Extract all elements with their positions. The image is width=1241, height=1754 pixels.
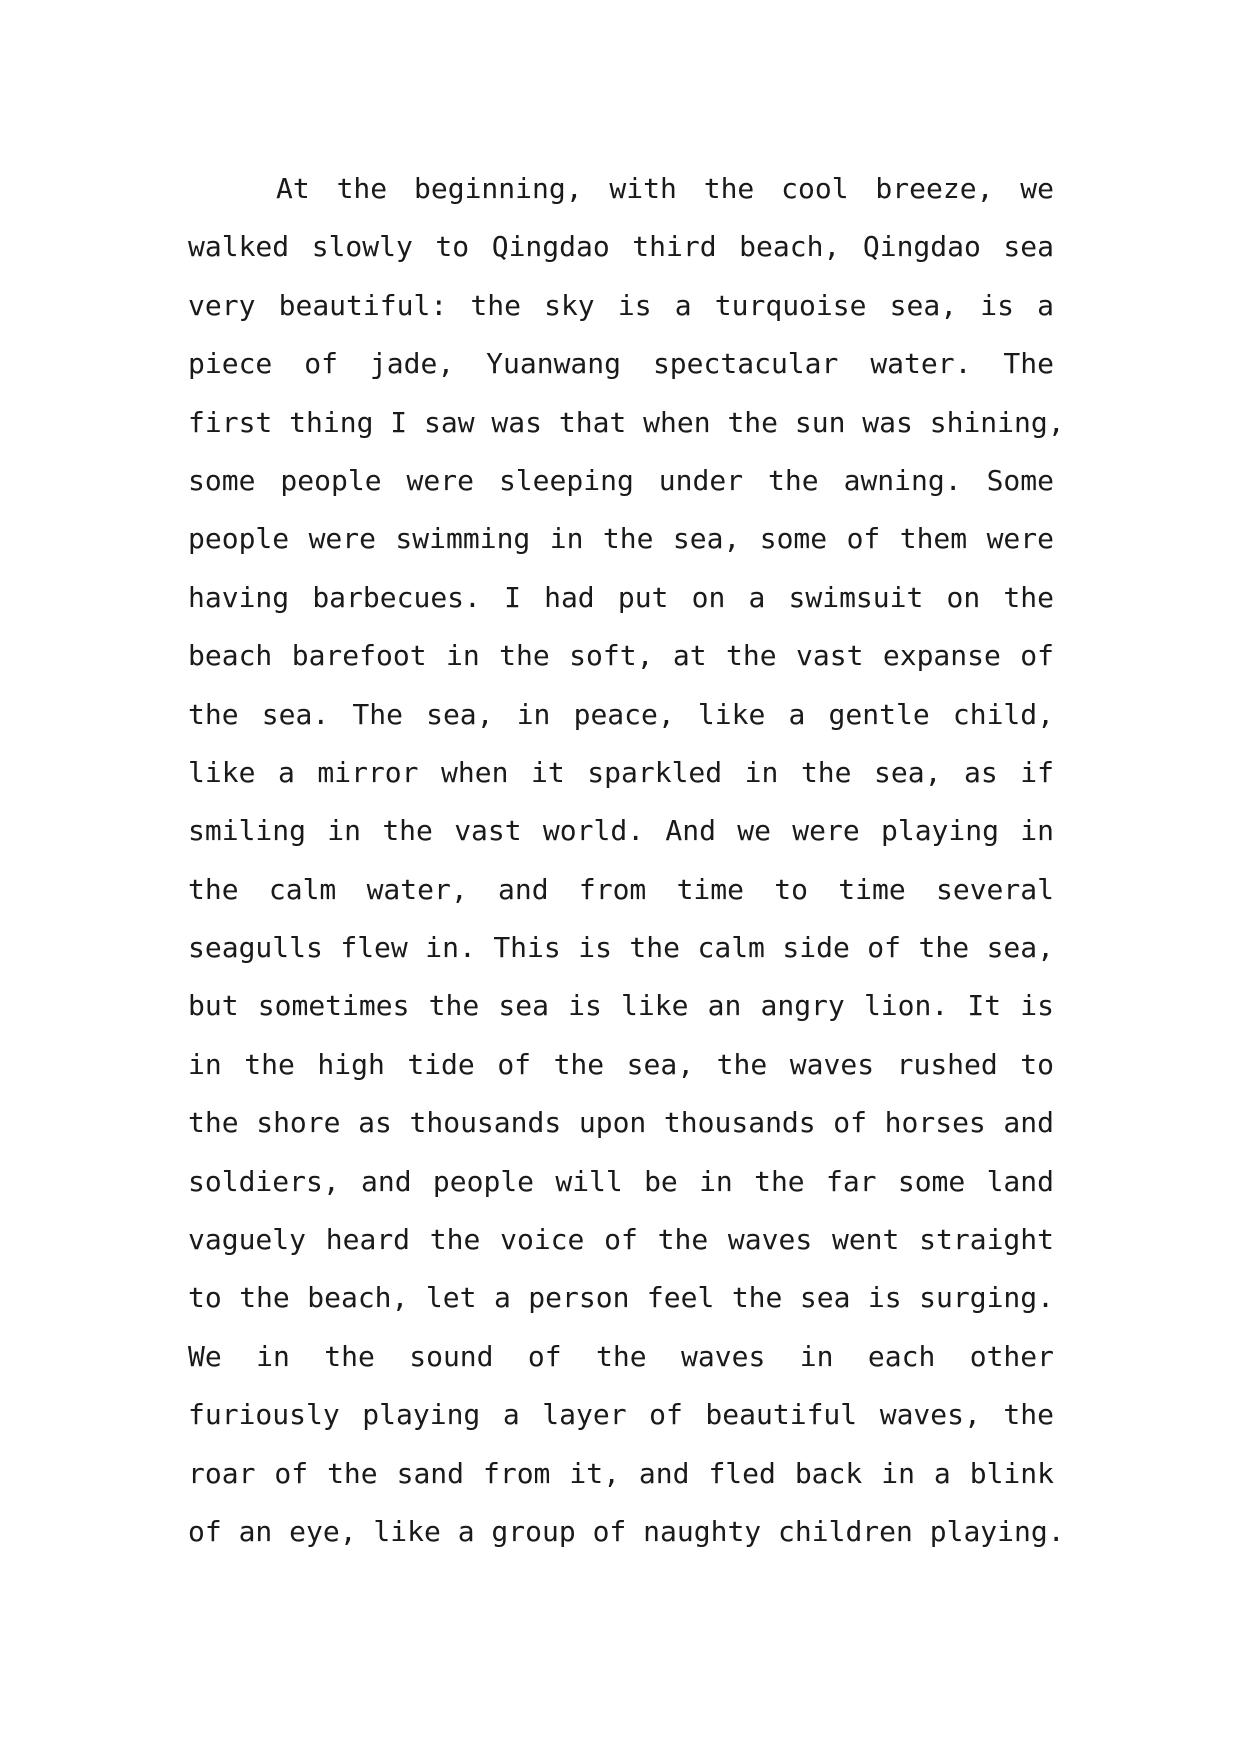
text-line: some people were sleeping under the awning. Some (188, 463, 1054, 497)
text-line: in the high tide of the sea, the waves rushed to (188, 1047, 1054, 1081)
text-line: the calm water, and from time to time several (188, 872, 1054, 906)
text-line: beach barefoot in the soft, at the vast expanse of (188, 639, 1054, 673)
text-line: roar of the sand from it, and fled back in a blink (188, 1456, 1054, 1490)
paragraph (188, 160, 1065, 1561)
text-line: having barbecues. I had put on a swimsuit on the (188, 580, 1054, 614)
text-line: people were swimming in the sea, some of them were (188, 522, 1054, 556)
text-line: soldiers, and people will be in the far some land (188, 1164, 1054, 1198)
text-line: vaguely heard the voice of the waves went straight (188, 1223, 1054, 1257)
text-line: smiling in the vast world. And we were playing in (188, 814, 1054, 848)
text-line: like a mirror when it sparkled in the sea, as if (188, 755, 1054, 789)
text-line: the sea. The sea, in peace, like a gentle child, (188, 697, 1054, 731)
text-line: but sometimes the sea is like an angry lion. It is (188, 989, 1054, 1023)
text-line: the shore as thousands upon thousands of horses and (188, 1106, 1054, 1140)
text-line: We in the sound of the waves in each other (188, 1339, 1054, 1373)
text-line: first thing I saw was that when the sun was shining, (188, 405, 1065, 439)
text-line: very beautiful: the sky is a turquoise sea, is a (188, 288, 1054, 322)
text-line: furiously playing a layer of beautiful waves, the (188, 1398, 1054, 1432)
text-line: seagulls flew in. This is the calm side of the sea, (188, 931, 1054, 965)
text-line: walked slowly to Qingdao third beach, Qingdao sea (188, 230, 1054, 264)
text-line: piece of jade, Yuanwang spectacular water. The (188, 347, 1054, 381)
text-line: of an eye, like a group of naughty children playing. (188, 1514, 1065, 1548)
text-line: At the beginning, with the cool breeze, we (276, 172, 1054, 205)
text-line: to the beach, let a person feel the sea is surging. (188, 1281, 1054, 1315)
